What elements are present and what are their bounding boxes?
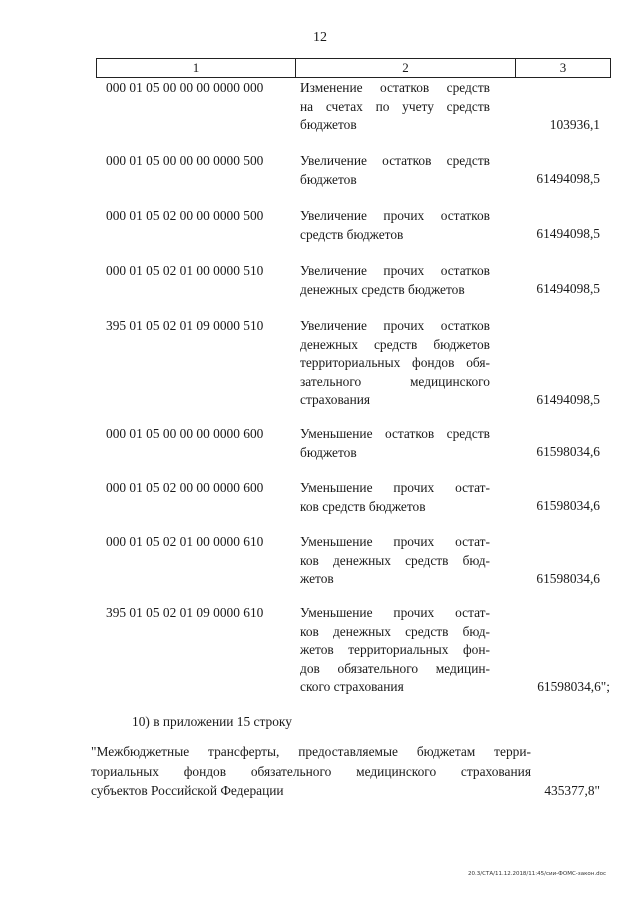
name-line: денежных средств бюджетов [300, 336, 490, 352]
name-line: Уменьшение прочих остат- [300, 480, 490, 495]
name-line: денежных средств бюджетов [300, 281, 465, 297]
row-name [300, 479, 490, 516]
row-value: 61494098,5 [536, 281, 600, 296]
name-line: Уменьшение прочих остат- [300, 534, 490, 549]
quote-value: 435377,8" [544, 783, 600, 798]
header-col-2: 2 [296, 59, 516, 77]
name-line: ков денежных средств бюд- [300, 552, 490, 568]
name-line: на счетах по учету средств [300, 98, 490, 114]
name-line: Уменьшение остатков средств [300, 426, 490, 441]
row-value: 61494098,5 [536, 392, 600, 407]
name-line: бюджетов [300, 444, 357, 460]
name-line: страхования [300, 392, 371, 407]
paragraph-10: 10) в приложении 15 строку [132, 714, 292, 729]
header-col-3: 3 [559, 60, 567, 75]
name-line: жетов [300, 571, 334, 586]
name-line: Изменение остатков средств [300, 80, 490, 95]
name-line: бюджетов [300, 171, 357, 187]
name-line: Увеличение прочих остатков [300, 208, 490, 223]
row-value: 61598034,6 [536, 571, 600, 586]
row-value: 61598034,6"; [537, 679, 610, 694]
row-code: 000 01 05 00 00 00 0000 000 [106, 80, 264, 95]
row-name [300, 533, 490, 589]
quote-line: ториальных фондов обязательного медицинского страхования [91, 763, 531, 779]
name-line: Уменьшение прочих остат- [300, 605, 490, 620]
name-line: жетов территориальных фон- [300, 642, 490, 657]
row-name [300, 152, 490, 189]
row-code: 000 01 05 00 00 00 0000 500 [106, 153, 264, 168]
name-line: территориальных фондов обя- [300, 355, 490, 370]
file-footer: 20.3/СТА/11.12.2018/11:45/сии-ФОМС-закон.doc [468, 871, 606, 877]
row-code: 395 01 05 02 01 09 0000 510 [106, 318, 264, 333]
name-line: зательного медицинского [300, 373, 490, 389]
name-line: дов обязательного медицин- [300, 660, 490, 676]
name-line: бюджетов [300, 117, 357, 132]
name-line: Увеличение прочих остатков [300, 263, 490, 278]
row-code: 000 01 05 02 01 00 0000 610 [106, 534, 264, 549]
row-code: 000 01 05 02 01 00 0000 510 [106, 263, 264, 278]
row-value: 103936,1 [549, 117, 600, 132]
page-number: 12 [313, 30, 327, 45]
row-name [300, 317, 490, 410]
name-line: средств бюджетов [300, 226, 404, 242]
row-value: 61494098,5 [536, 226, 600, 241]
row-value: 61598034,6 [536, 498, 600, 513]
row-name [300, 604, 490, 697]
row-code: 395 01 05 02 01 09 0000 610 [106, 605, 264, 620]
row-code: 000 01 05 00 00 00 0000 600 [106, 426, 264, 441]
row-name [300, 425, 490, 462]
row-value: 61598034,6 [536, 444, 600, 459]
name-line: Увеличение остатков средств [300, 153, 490, 168]
row-name [300, 207, 490, 244]
header-col-1: 1 [97, 59, 296, 77]
quote-line: "Межбюджетные трансферты, предоставляемые бюджетам терри- [91, 744, 531, 759]
row-name [300, 79, 490, 135]
name-line: ского страхования [300, 679, 404, 694]
row-value: 61494098,5 [536, 171, 600, 186]
quote-line: субъектов Российской Федерации [91, 783, 284, 798]
quoted-line [91, 742, 531, 801]
name-line: ков средств бюджетов [300, 498, 426, 514]
table-header [96, 58, 611, 78]
row-code: 000 01 05 02 00 00 0000 600 [106, 480, 264, 495]
row-code: 000 01 05 02 00 00 0000 500 [106, 208, 264, 223]
name-line: ков денежных средств бюд- [300, 623, 490, 639]
name-line: Увеличение прочих остатков [300, 318, 490, 333]
row-name [300, 262, 490, 299]
